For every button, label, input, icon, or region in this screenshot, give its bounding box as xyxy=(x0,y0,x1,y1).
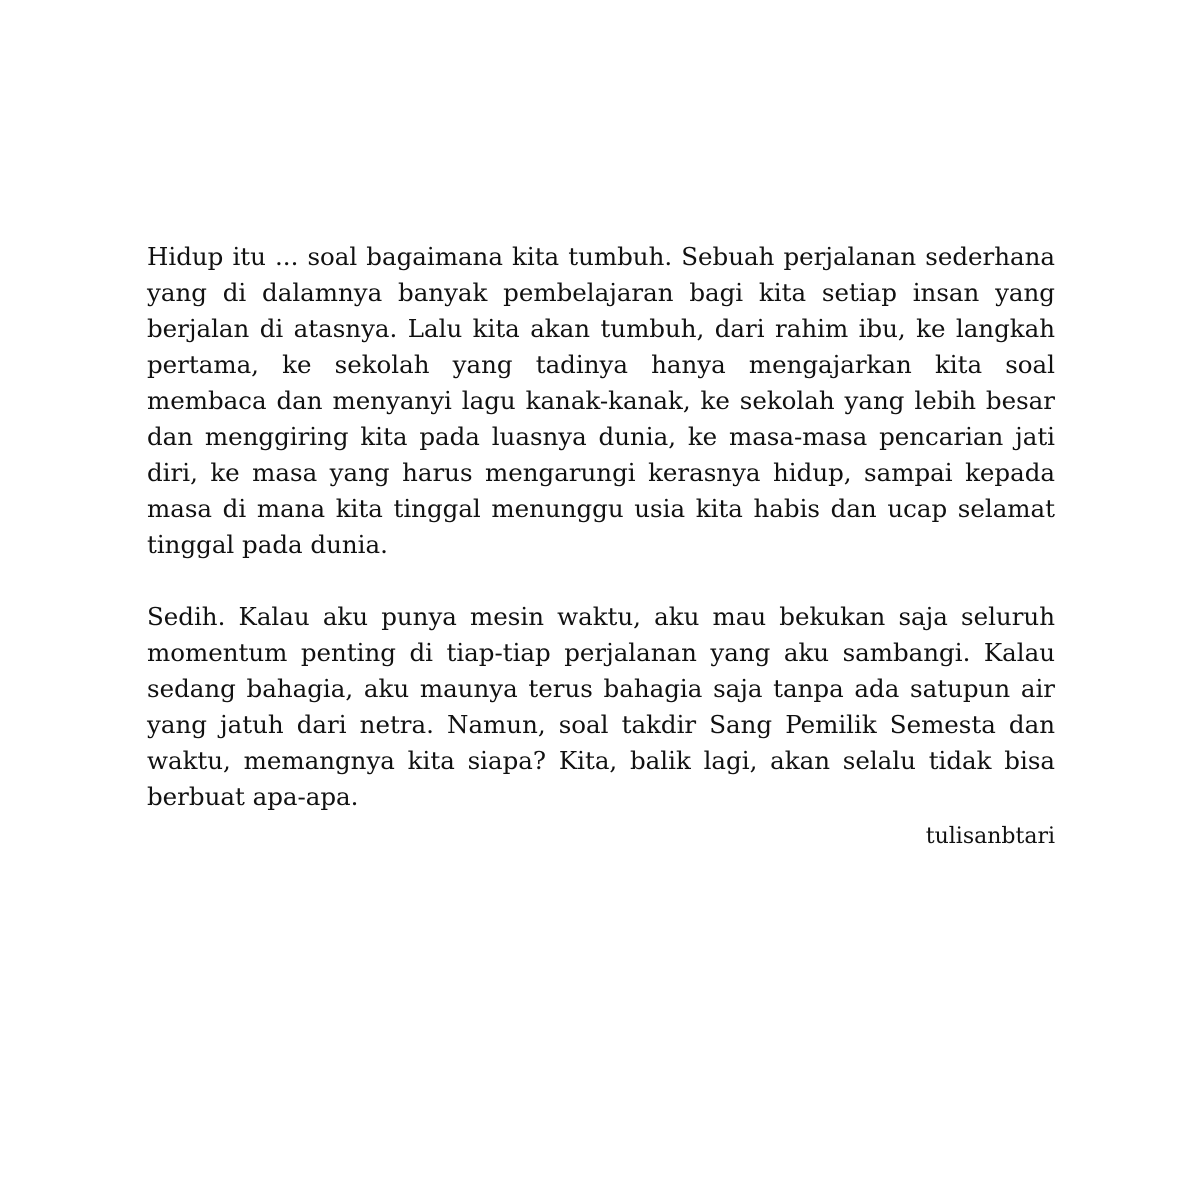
author-signature: tulisanbtari xyxy=(925,824,1055,849)
paragraph-2: Sedih. Kalau aku punya mesin waktu, aku mau bekukan saja seluruh momentum penting di tiap-tiap perjalanan yang aku sambangi. Kalau sedang bahagia, aku maunya terus bahagia saja tanpa ada satupun air yang jatuh dari netra. Namun, soal takdir Sang Pemilik Semesta dan waktu, memangnya kita siapa? Kita, balik lagi, akan selalu tidak bisa berbuat apa-apa. xyxy=(147,602,1055,811)
text-block xyxy=(147,239,1055,855)
paragraph-1: Hidup itu ... soal bagaimana kita tumbuh. Sebuah perjalanan sederhana yang di dalamnya banyak pembelajaran bagi kita setiap insan yang berjalan di atasnya. Lalu kita akan tumbuh, dari rahim ibu, ke langkah pertama, ke sekolah yang tadinya hanya mengajarkan kita soal membaca dan menyanyi lagu kanak-kanak, ke sekolah yang lebih besar dan menggiring kita pada luasnya dunia, ke masa-masa pencarian jati diri, ke masa yang harus mengarungi kerasnya hidup, sampai kepada masa di mana kita tinggal menunggu usia kita habis dan ucap selamat tinggal pada dunia. xyxy=(147,242,1055,559)
